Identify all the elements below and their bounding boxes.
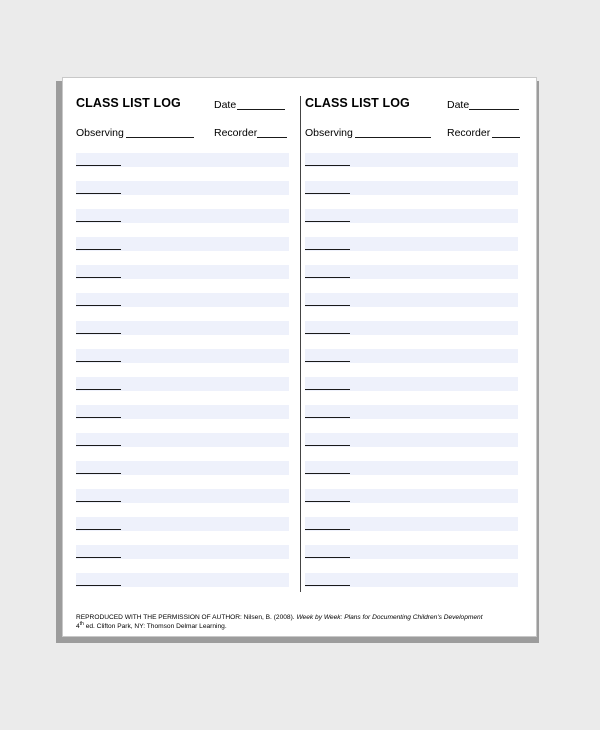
right-observing-label: Observing <box>305 127 353 139</box>
entry-name-line <box>305 501 350 502</box>
left-observing-field[interactable] <box>126 137 194 138</box>
log-entry-row[interactable] <box>305 349 518 363</box>
log-entry-row[interactable] <box>76 489 289 503</box>
entry-name-line <box>76 361 121 362</box>
log-entry-row[interactable] <box>305 153 518 167</box>
log-entry-row[interactable] <box>305 265 518 279</box>
entry-name-line <box>305 445 350 446</box>
entry-name-line <box>305 473 350 474</box>
column-divider <box>300 96 301 592</box>
log-entry-row[interactable] <box>76 377 289 391</box>
left-observing-label: Observing <box>76 127 124 139</box>
entry-name-line <box>305 361 350 362</box>
log-entry-row[interactable] <box>305 405 518 419</box>
entry-name-line <box>305 193 350 194</box>
log-entry-row[interactable] <box>305 209 518 223</box>
footer-edition-suffix: th <box>79 620 84 627</box>
log-entry-row[interactable] <box>305 545 518 559</box>
entry-name-line <box>76 585 121 586</box>
right-date-field[interactable] <box>469 109 519 110</box>
log-entry-row[interactable] <box>305 321 518 335</box>
log-entry-row[interactable] <box>76 265 289 279</box>
footer-credit: REPRODUCED WITH THE PERMISSION OF AUTHOR: Nilsen, B. (2008). <box>76 614 295 621</box>
entry-name-line <box>76 305 121 306</box>
log-entry-row[interactable] <box>305 237 518 251</box>
entry-name-line <box>76 557 121 558</box>
entry-name-line <box>305 585 350 586</box>
right-log-column <box>305 78 520 598</box>
entry-name-line <box>305 333 350 334</box>
log-entry-row[interactable] <box>76 293 289 307</box>
right-date-label: Date <box>447 99 470 111</box>
footer-edition-number: 4 <box>76 622 80 630</box>
log-entry-row[interactable] <box>305 181 518 195</box>
entry-name-line <box>305 557 350 558</box>
log-entry-row[interactable] <box>76 181 289 195</box>
log-entry-row[interactable] <box>305 489 518 503</box>
entry-name-line <box>305 277 350 278</box>
left-date-field[interactable] <box>237 109 285 110</box>
left-date-label: Date <box>214 99 237 111</box>
entry-name-line <box>305 221 350 222</box>
log-entry-row[interactable] <box>76 153 289 167</box>
entry-name-line <box>305 165 350 166</box>
log-entry-row[interactable] <box>305 293 518 307</box>
left-log-column <box>76 78 291 598</box>
entry-name-line <box>76 277 121 278</box>
log-entry-row[interactable] <box>305 433 518 447</box>
entry-name-line <box>76 417 121 418</box>
footer-line-1 <box>76 614 526 623</box>
entry-name-line <box>305 305 350 306</box>
log-entry-row[interactable] <box>76 433 289 447</box>
entry-name-line <box>305 529 350 530</box>
left-recorder-field[interactable] <box>257 137 287 138</box>
entry-name-line <box>76 333 121 334</box>
log-entry-row[interactable] <box>76 545 289 559</box>
entry-name-line <box>76 249 121 250</box>
right-recorder-field[interactable] <box>492 137 520 138</box>
log-entry-row[interactable] <box>76 517 289 531</box>
permission-footer <box>76 614 526 631</box>
left-title: CLASS LIST LOG <box>76 96 181 110</box>
log-entry-row[interactable] <box>305 377 518 391</box>
footer-book-title: Week by Week: Plans for Documenting Children's Development <box>296 614 483 621</box>
entry-name-line <box>305 389 350 390</box>
entry-name-line <box>305 417 350 418</box>
log-entry-row[interactable] <box>76 405 289 419</box>
log-entry-row[interactable] <box>305 573 518 587</box>
entry-name-line <box>76 529 121 530</box>
right-title: CLASS LIST LOG <box>305 96 410 110</box>
entry-name-line <box>76 473 121 474</box>
log-entry-row[interactable] <box>305 461 518 475</box>
entry-name-line <box>76 389 121 390</box>
right-recorder-label: Recorder <box>447 127 491 139</box>
log-entry-row[interactable] <box>76 349 289 363</box>
entry-name-line <box>76 165 121 166</box>
footer-publisher: ed. Clifton Park, NY: Thomson Delmar Learning. <box>85 622 227 630</box>
form-sheet <box>62 77 537 637</box>
log-entry-row[interactable] <box>76 237 289 251</box>
log-entry-row[interactable] <box>76 573 289 587</box>
footer-line-2 <box>76 620 526 632</box>
entry-name-line <box>76 445 121 446</box>
log-entry-row[interactable] <box>76 461 289 475</box>
right-observing-field[interactable] <box>355 137 431 138</box>
entry-name-line <box>305 249 350 250</box>
entry-name-line <box>76 221 121 222</box>
log-entry-row[interactable] <box>76 209 289 223</box>
log-entry-row[interactable] <box>305 517 518 531</box>
left-recorder-label: Recorder <box>214 127 258 139</box>
entry-name-line <box>76 501 121 502</box>
entry-name-line <box>76 193 121 194</box>
log-entry-row[interactable] <box>76 321 289 335</box>
